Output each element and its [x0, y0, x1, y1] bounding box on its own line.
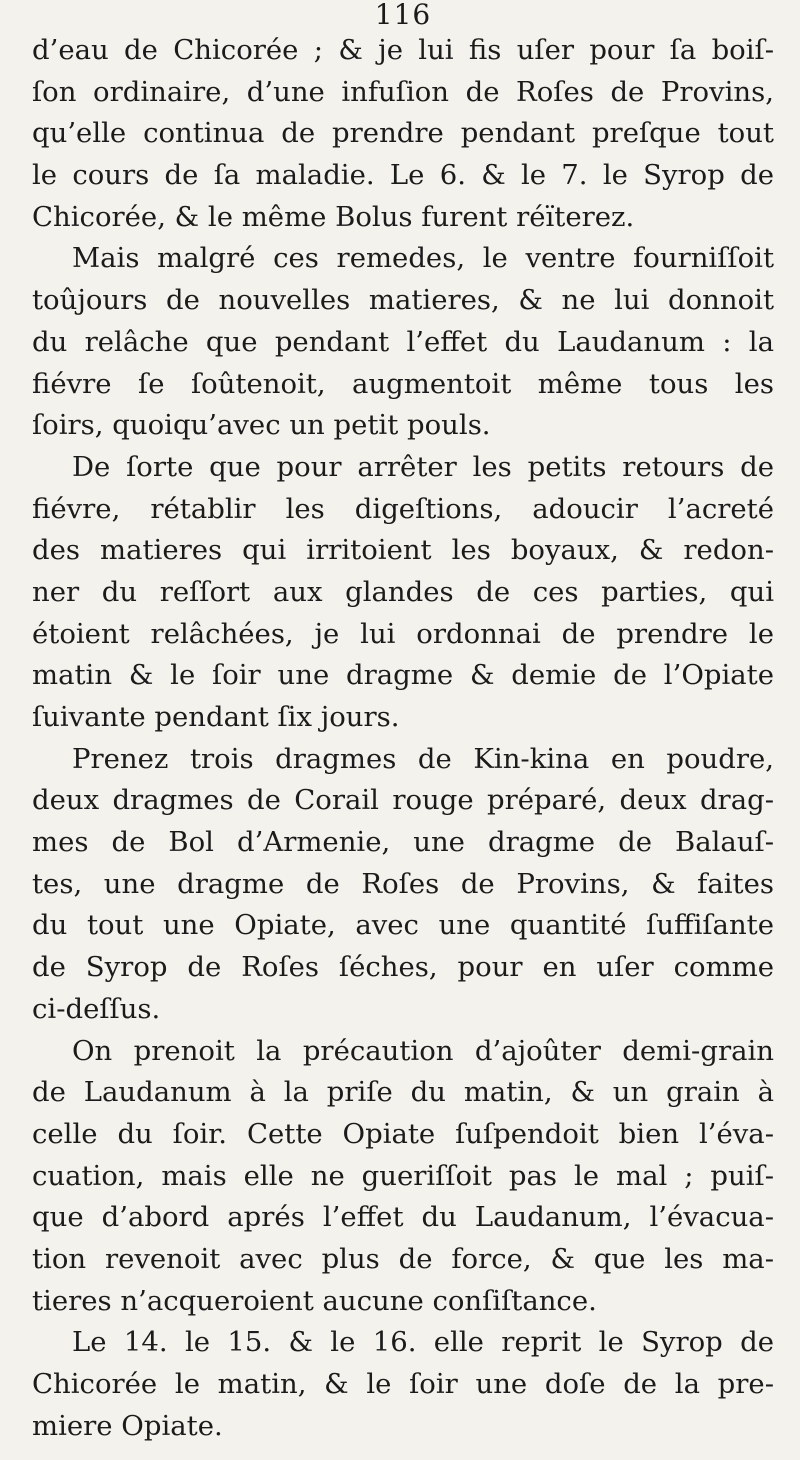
- text-line: qu’elle continua de prendre pendant preſque tout: [32, 117, 774, 150]
- text-line: Le 14. le 15. & le 16. elle reprit le Syrop de: [72, 1326, 774, 1359]
- text-line: fiévre, rétablir les digeſtions, adoucir l’acreté: [32, 492, 774, 525]
- paragraph: [32, 1031, 774, 1323]
- paragraph: [32, 238, 774, 446]
- text-line: fiévre ſe ſoûtenoit, augmentoit même tous les: [32, 367, 774, 400]
- text-line: des matieres qui irritoient les boyaux, & redon-: [32, 534, 774, 567]
- paragraph: [32, 1322, 774, 1447]
- text-line: tes, une dragme de Roſes de Provins, & faites: [32, 867, 774, 900]
- text-line: ner du reſſort aux glandes de ces parties, qui: [32, 575, 774, 608]
- text-line: du relâche que pendant l’effet du Laudanum : la: [32, 325, 774, 358]
- text-line: tieres n’acqueroient aucune conſiſtance.: [32, 1284, 597, 1317]
- text-line: étoient relâchées, je lui ordonnai de prendre le: [32, 617, 774, 650]
- text-line: du tout une Opiate, avec une quantité ſuffiſante: [32, 909, 774, 942]
- text-line: de Syrop de Roſes ſéches, pour en uſer comme: [32, 951, 774, 984]
- paragraph: [32, 30, 774, 238]
- text-line: d’eau de Chicorée ; & je lui fis uſer pour ſa boiſ-: [32, 34, 774, 66]
- page-number: 116: [374, 0, 432, 31]
- text-line: Chicorée le matin, & le ſoir une doſe de la pre-: [32, 1368, 774, 1400]
- text-line: deux dragmes de Corail rouge préparé, deux drag-: [32, 784, 774, 817]
- text-line: Chicorée, & le même Bolus furent réïterez.: [32, 200, 635, 233]
- text-line: le cours de ſa maladie. Le 6. & le 7. le Syrop de: [32, 159, 774, 192]
- text-line: On prenoit la précaution d’ajoûter demi-grain: [72, 1034, 774, 1067]
- text-line: cuation, mais elle ne gueriſſoit pas le mal ; puiſ-: [32, 1159, 774, 1192]
- text-line: ſon ordinaire, d’une infuſion de Roſes de Provins,: [32, 75, 774, 108]
- text-line: tion revenoit avec plus de force, & que les ma-: [32, 1242, 774, 1275]
- text-line: toûjours de nouvelles matieres, & ne lui donnoit: [32, 284, 774, 317]
- text-line: mes de Bol d’Armenie, une dragme de Balauſ-: [32, 826, 774, 859]
- paragraph: [32, 447, 774, 739]
- text-line: Mais malgré ces remedes, le ventre fourniſſoit: [72, 242, 774, 275]
- text-line: celle du ſoir. Cette Opiate ſuſpendoit bien l’éva-: [32, 1117, 774, 1150]
- text-line: miere Opiate.: [32, 1409, 223, 1442]
- text-line: ci-deſſus.: [32, 992, 161, 1025]
- text-line: De ſorte que pour arrêter les petits retours de: [72, 450, 774, 483]
- paragraph: [32, 739, 774, 1031]
- text-line: Prenez trois dragmes de Kin-kina en poudre,: [72, 742, 774, 775]
- text-line: matin & le ſoir une dragme & demie de l’Opiate: [32, 659, 774, 692]
- text-line: ſuivante pendant ſix jours.: [32, 701, 400, 733]
- text-line: que d’abord aprés l’effet du Laudanum, l’évacua-: [32, 1201, 774, 1234]
- body-text: [32, 30, 774, 1447]
- text-line: ſoirs, quoiqu’avec un petit pouls.: [32, 409, 491, 442]
- text-line: de Laudanum à la priſe du matin, & un grain à: [32, 1076, 774, 1109]
